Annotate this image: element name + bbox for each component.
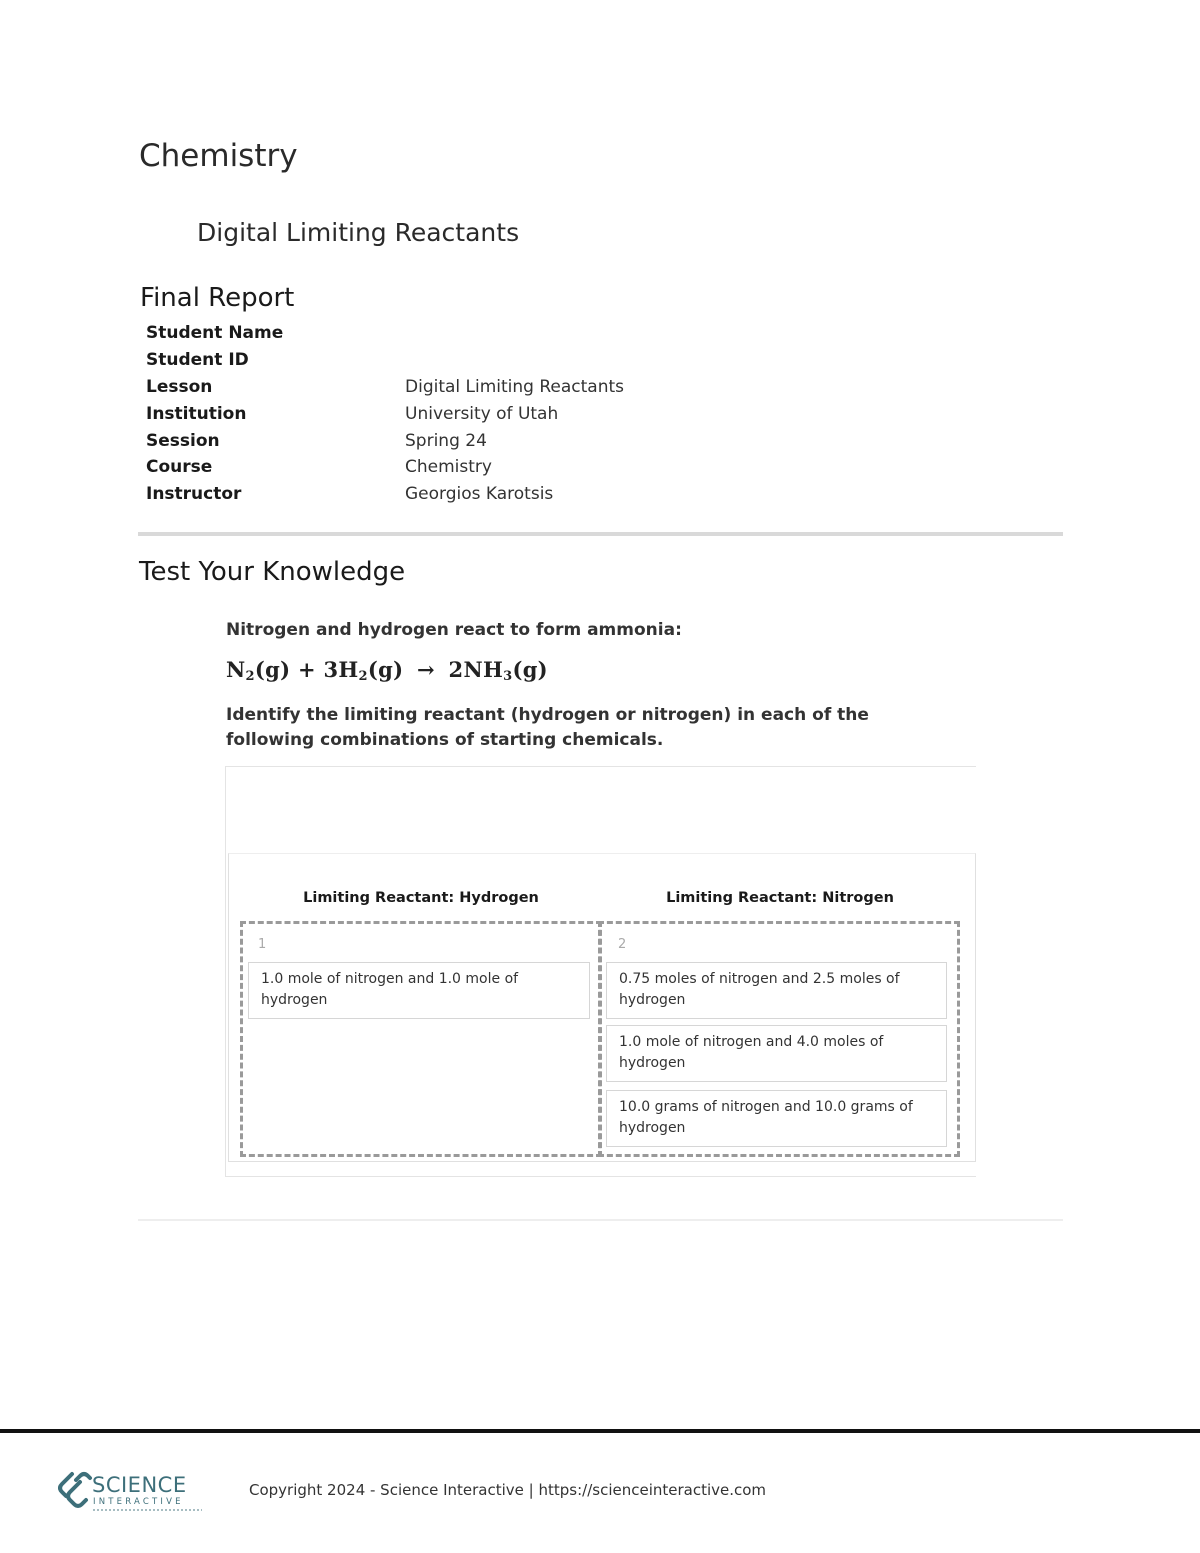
draggable-card[interactable]: 1.0 mole of nitrogen and 4.0 moles of hydrogen <box>606 1025 947 1082</box>
info-label: Lesson <box>146 376 213 397</box>
question-intro: Nitrogen and hydrogen react to form ammonia: <box>226 620 682 640</box>
info-value <box>405 347 624 374</box>
drop-zone-count: 1 <box>258 937 267 952</box>
question-prompt: Identify the limiting reactant (hydrogen or nitrogen) in each of the following combinations of starting chemicals. <box>226 705 869 750</box>
equation-h2: $3H_2(g)$ <box>323 657 404 684</box>
info-row-lesson <box>146 374 624 401</box>
info-row-student-name <box>146 320 624 347</box>
equation-nh3: $2NH_3(g)$ <box>448 657 548 684</box>
section-divider <box>138 532 1063 536</box>
report-title: Final Report <box>140 283 295 313</box>
copyright-text: Copyright 2024 - Science Interactive | https://scienceinteractive.com <box>249 1481 767 1499</box>
column-header-hydrogen: Limiting Reactant: Hydrogen <box>303 890 539 906</box>
column-header-nitrogen: Limiting Reactant: Nitrogen <box>666 890 894 906</box>
equation-arrow: → <box>417 657 435 682</box>
subject-title: Chemistry <box>139 138 298 174</box>
chemical-equation <box>226 657 548 684</box>
info-label: Student ID <box>146 350 249 371</box>
drop-zone-count: 2 <box>618 937 627 952</box>
draggable-card[interactable]: 10.0 grams of nitrogen and 10.0 grams of hydrogen <box>606 1090 947 1147</box>
section-title: Test Your Knowledge <box>139 557 406 587</box>
info-row-course <box>146 454 624 481</box>
info-row-institution <box>146 400 624 427</box>
draggable-card[interactable]: 0.75 moles of nitrogen and 2.5 moles of hydrogen <box>606 962 947 1019</box>
info-value <box>405 320 624 347</box>
chain-link-icon <box>60 1474 90 1506</box>
drop-zone-hydrogen[interactable] <box>240 921 602 1157</box>
info-row-instructor <box>146 481 624 508</box>
science-interactive-logo <box>58 1470 208 1514</box>
info-label: Instructor <box>146 484 242 505</box>
lesson-title: Digital Limiting Reactants <box>197 218 520 247</box>
info-label: Institution <box>146 403 247 424</box>
equation-n2: $N_2(g)$ <box>226 657 291 684</box>
footer-divider <box>0 1429 1200 1433</box>
info-label: Session <box>146 430 220 451</box>
info-value: Digital Limiting Reactants <box>405 376 625 397</box>
info-value: Chemistry <box>405 457 492 478</box>
draggable-card[interactable]: 1.0 mole of nitrogen and 1.0 mole of hydrogen <box>248 962 590 1019</box>
info-value: University of Utah <box>405 403 559 424</box>
report-info-table <box>146 320 624 508</box>
section-end-divider <box>138 1219 1063 1221</box>
info-label: Student Name <box>146 323 284 344</box>
equation-plus: + <box>297 657 316 682</box>
info-row-session <box>146 427 624 454</box>
info-label: Course <box>146 457 213 478</box>
info-value: Spring 24 <box>405 430 487 451</box>
logo-subword: INTERACTIVE <box>93 1497 184 1507</box>
info-row-student-id <box>146 347 624 374</box>
info-value: Georgios Karotsis <box>405 484 554 505</box>
logo-wordmark: SCIENCE <box>92 1473 187 1497</box>
